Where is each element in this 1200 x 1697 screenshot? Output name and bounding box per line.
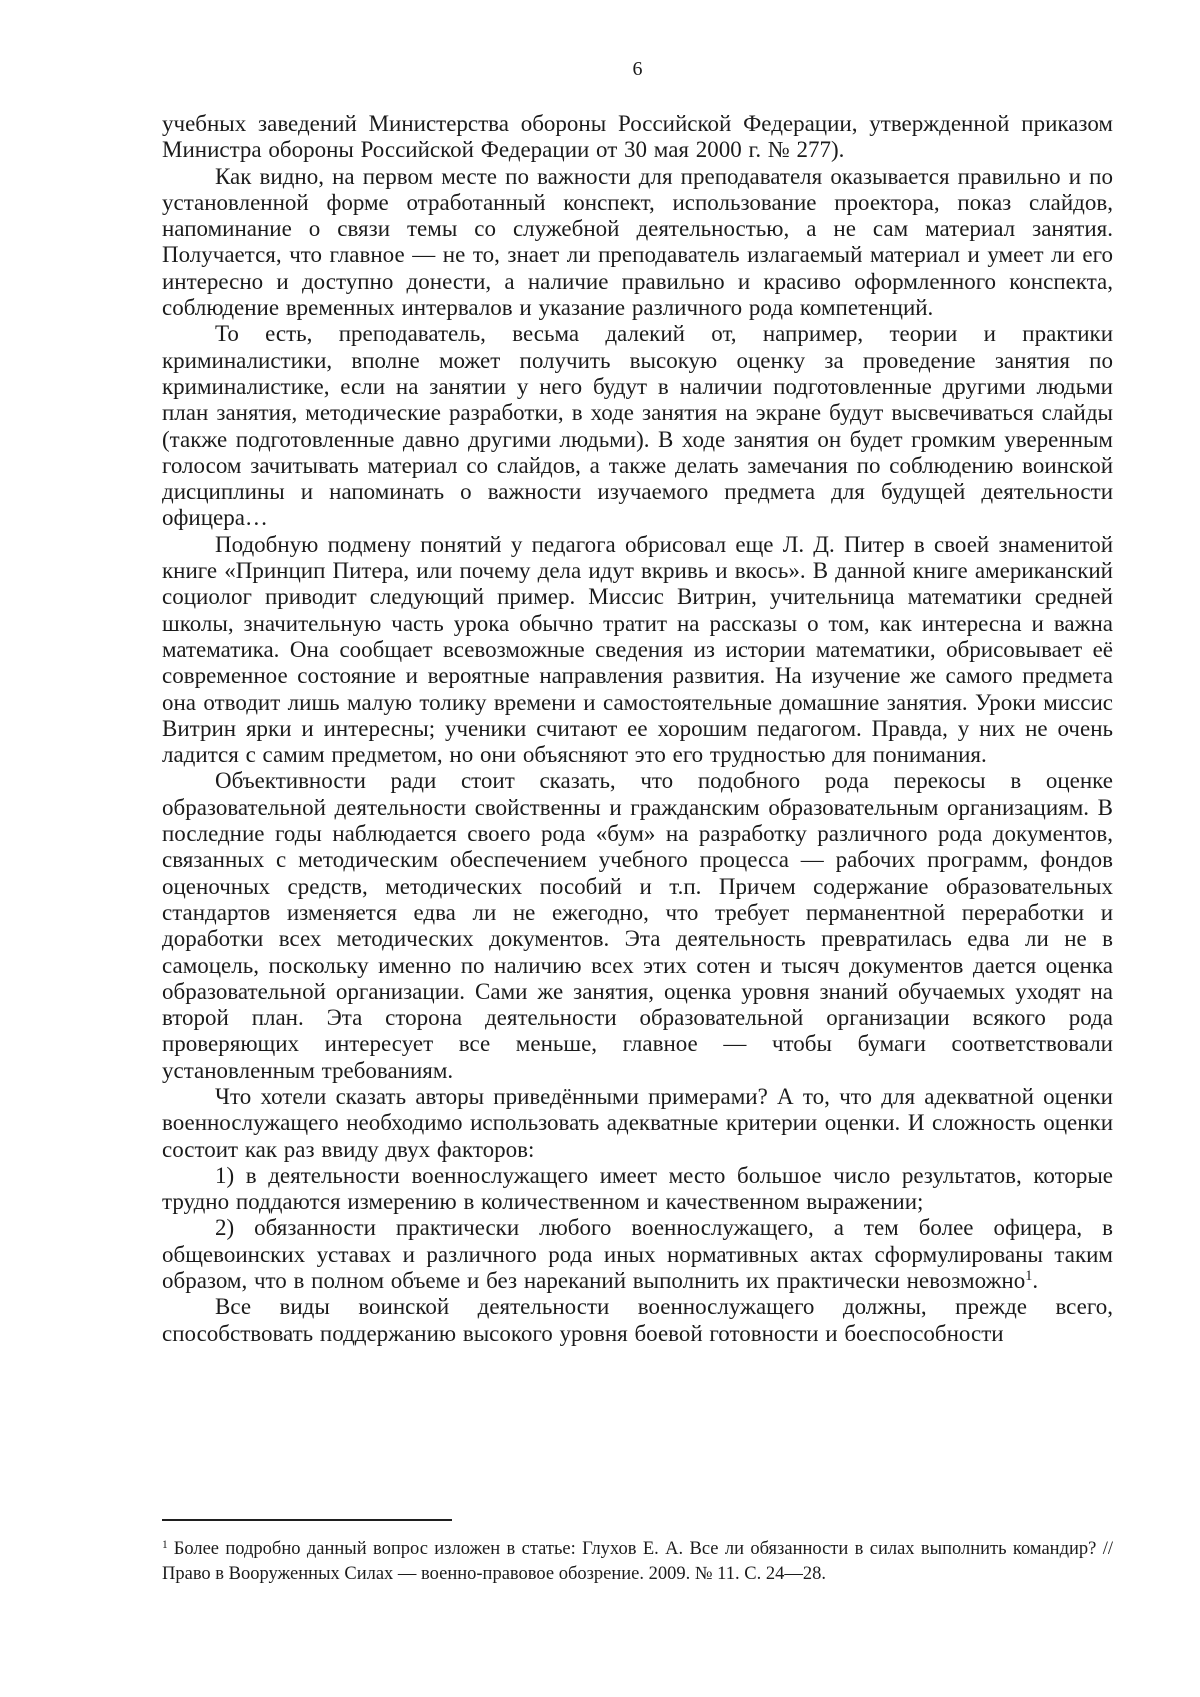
footnote-reference: 1 xyxy=(1025,1268,1033,1285)
footnote-text xyxy=(162,1537,1113,1587)
paragraph: учебных заведений Министерства обороны Российской Федерации, утвержденной приказом Министра обороны Российской Федерации от 30 мая 2000 г. № 277). xyxy=(162,111,1113,163)
paragraph: Объективности ради стоит сказать, что подобного рода перекосы в оценке образовательной деятельности свойственны и гражданским образовательным организациям. В последние годы наблюдается своего рода «бум» на разработку различного рода документов, связанных с методическим обеспечением учебного процесса — рабочих программ, фондов оценочных средств, методических пособий и т.п. Причем содержание образовательных стандартов изменяется едва ли не ежегодно, что требует перманентной переработки и доработки всех методических документов. Эта деятельность превратилась едва ли не в самоцель, поскольку именно по наличию всех этих сотен и тысяч документов дается оценка образовательной организации. Сами же занятия, оценка уровня знаний обучаемых уходят на второй план. Эта сторона деятельности образовательной организации всякого рода проверяющих интересует все меньше, главное — чтобы бумаги соответствовали установленным требованиям. xyxy=(162,768,1113,1083)
page-number: 6 xyxy=(632,58,643,80)
paragraph: 2) обязанности практически любого военнослужащего, а тем более офицера, в общевоинских уставах и различного рода иных нормативных актах сформулированы таким образом, что в полном объеме и без нареканий выполнить их практически невозможно$^1$. xyxy=(162,1215,1113,1294)
paragraph: 1) в деятельности военнослужащего имеет место большое число результатов, которые трудно поддаются измерению в количественном и качественном выражении; xyxy=(162,1162,1113,1215)
paragraph: Подобную подмену понятий у педагога обрисовал еще Л. Д. Питер в своей знаменитой книге «Принцип Питера, или почему дела идут вкривь и вкось». В данной книге американский социолог приводит следующий пример. Миссис Витрин, учительница математики средней школы, значительную часть урока обычно тратит на рассказы о том, как интересна и важна математика. Она сообщает всевозможные сведения из истории математики, обрисовывает её современное состояние и вероятные направления развития. На изучение же самого предмета она отводит лишь малую толику времени и самостоятельные домашние занятия. Уроки миссис Витрин ярки и интересны; ученики считают ее хорошим педагогом. Правда, у них не очень ладится с самим предметом, но они объясняют это его трудностью для понимания. xyxy=(162,531,1113,768)
paragraph: Как видно, на первом месте по важности для преподавателя оказывается правильно и по установленной форме отработанный конспект, использование проектора, показ слайдов, напоминание о связи темы со служебной деятельностью, а не сам материал занятия. Получается, что главное — не то, знает ли преподаватель излагаемый материал и умеет ли его интересно и доступно донести, а наличие правильно и красиво оформленного конспекта, соблюдение временных интервалов и указание различного рода компетенций. xyxy=(162,163,1113,321)
document-body xyxy=(162,111,1113,1347)
footnote xyxy=(162,1519,1113,1587)
footnote-marker: 1 xyxy=(162,1538,168,1551)
paragraph: Что хотели сказать авторы приведёнными примерами? А то, что для адекватной оценки военнослужащего необходимо использовать адекватные критерии оценки. И сложность оценки состоит как раз ввиду двух факторов: xyxy=(162,1083,1113,1162)
footnote-separator xyxy=(162,1519,452,1521)
paragraph: Все виды воинской деятельности военнослужащего должны, прежде всего, способствовать поддержанию высокого уровня боевой готовности и боеспособности xyxy=(162,1294,1113,1346)
paragraph: То есть, преподаватель, весьма далекий от, например, теории и практики криминалистики, вполне может получить высокую оценку за проведение занятия по криминалистике, если на занятии у него будут в наличии подготовленные другими людьми план занятия, методические разработки, в ходе занятия на экране будут высвечиваться слайды (также подготовленные давно другими людьми). В ходе занятия он будет громким уверенным голосом зачитывать материал со слайдов, а также делать замечания по соблюдению воинской дисциплины и напоминать о важности изучаемого предмета для будущей деятельности офицера… xyxy=(162,321,1113,531)
footnote-body: Более подробно данный вопрос изложен в статье: Глухов Е. А. Все ли обязанности в силах выполнить командир? // Право в Вооруженных Силах — военно-правовое обозрение. 2009. № 11. С. 24—28. xyxy=(162,1539,1113,1584)
